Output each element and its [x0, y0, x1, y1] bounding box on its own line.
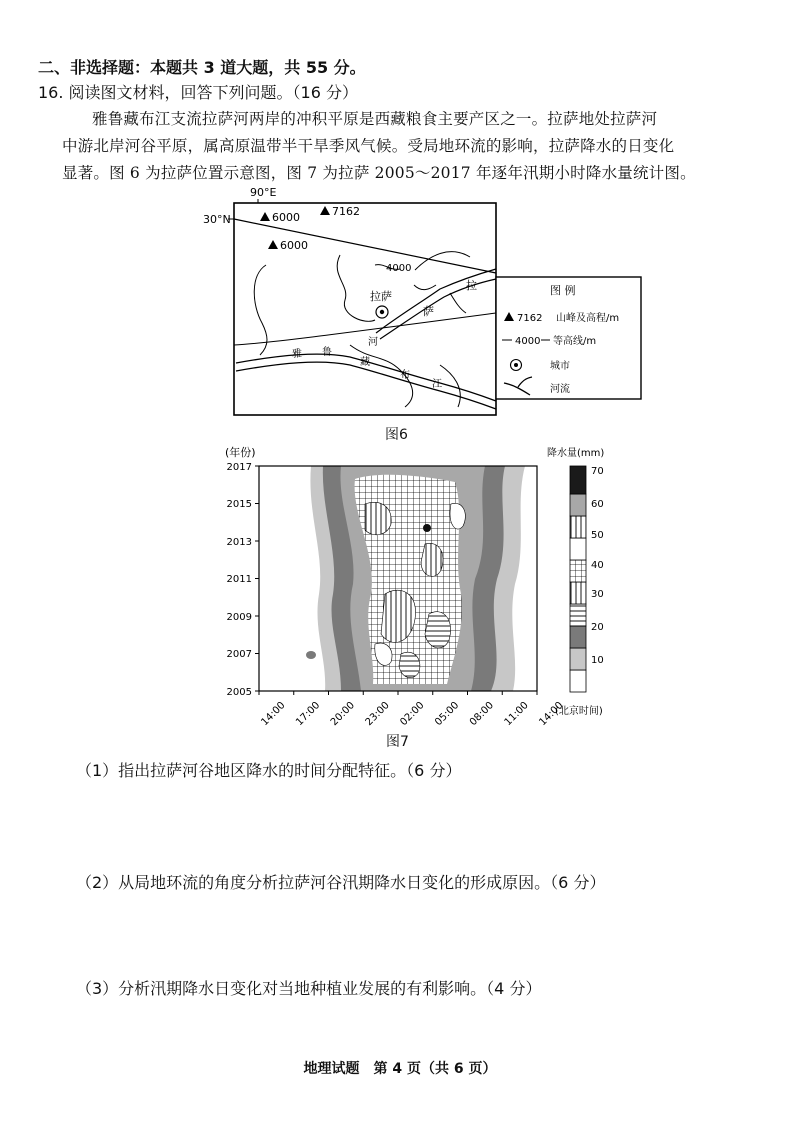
colorbar-tick: 30 [591, 589, 604, 600]
river-char-sa: 萨 [423, 305, 434, 318]
question-3: （3）分析汛期降水日变化对当地种植业发展的有利影响。（4 分） [76, 979, 542, 998]
x-tick-label: 08:00 [467, 699, 497, 729]
legend-peak-example: 7162 [517, 313, 543, 324]
colorbar-tick: 10 [591, 655, 604, 666]
precip-chart [215, 444, 625, 729]
y-tick-label: 2009 [226, 612, 252, 623]
main-river-char-4: 布 [400, 370, 410, 381]
question-2: （2）从局地环流的角度分析拉萨河谷汛期降水日变化的形成原因。（6 分） [76, 873, 606, 892]
x-axis [259, 691, 566, 728]
peak-label-3: 6000 [280, 239, 308, 252]
x-tick-label: 14:00 [259, 699, 288, 729]
x-tick-label: 14:00 [537, 699, 566, 729]
x-unit-note: (北京时间) [555, 706, 603, 717]
paragraph-line-1: 雅鲁藏布江支流拉萨河两岸的冲积平原是西藏粮食主要产区之一。拉萨地处拉萨河 [92, 110, 658, 128]
y-axis [227, 462, 259, 698]
y-tick-label: 2007 [226, 649, 252, 660]
y-tick-label: 2015 [226, 499, 252, 510]
x-tick-label: 11:00 [502, 699, 531, 729]
legend-city-label: 城市 [550, 361, 570, 372]
city-label: 拉萨 [370, 290, 392, 303]
location-map [200, 185, 650, 425]
colorbar-swatch [570, 560, 586, 582]
colorbar-swatch [570, 648, 586, 670]
peak-label-1: 6000 [272, 211, 300, 224]
section-title: 二、非选择题：本题共 3 道大题，共 55 分。 [38, 58, 366, 77]
colorbar-swatch [570, 670, 586, 692]
y-tick-label: 2017 [226, 462, 252, 473]
y-tick-label: 2005 [226, 687, 252, 698]
contour-label: 4000 [386, 263, 412, 274]
colorbar-tick: 70 [591, 466, 604, 477]
colorbar-swatch [570, 604, 586, 626]
question-title: 16. 阅读图文材料，回答下列问题。（16 分） [38, 83, 358, 102]
x-tick-label: 20:00 [328, 699, 358, 729]
page-footer: 地理试题 第 4 页（共 6 页） [303, 1061, 497, 1077]
y-tick-label: 2011 [226, 574, 252, 585]
map-caption: 图6 [385, 427, 408, 443]
main-river-char-2: 鲁 [322, 347, 332, 358]
colorbar-swatch [570, 466, 586, 494]
peak-label-2: 7162 [332, 205, 360, 218]
x-tick-label: 05:00 [433, 699, 462, 729]
colorbar-swatch [570, 494, 586, 516]
colorbar [570, 466, 604, 692]
lat-label: 30°N [203, 213, 231, 226]
branch-river-char: 河 [368, 337, 378, 348]
lon-label: 90°E [250, 186, 277, 199]
colorbar-tick: 20 [591, 622, 604, 633]
chart-ylabel: (年份) [225, 446, 256, 459]
x-tick-label: 23:00 [363, 699, 392, 729]
x-tick-label: 02:00 [398, 699, 427, 729]
colorbar-swatch [570, 538, 586, 560]
chart-caption: 图7 [386, 734, 409, 750]
main-river-char-3: 藏 [360, 357, 370, 368]
legend-contour-example: 4000 [515, 336, 541, 347]
colorbar-swatch [570, 516, 586, 538]
paragraph-line-3: 显著。图 6 为拉萨位置示意图，图 7 为拉萨 2005～2017 年逐年汛期小时降水量统计图。 [62, 164, 696, 182]
legend-river-label: 河流 [550, 384, 570, 395]
river-char-la: 拉 [466, 279, 477, 292]
colorbar-tick: 50 [591, 530, 604, 541]
x-tick-label: 17:00 [294, 699, 323, 729]
legend-contour-label: 等高线/m [553, 336, 597, 347]
colorbar-swatch [570, 582, 586, 604]
colorbar-tick: 60 [591, 499, 604, 510]
main-river-char-1: 雅 [292, 349, 302, 360]
legend-title: 图 例 [550, 284, 576, 297]
main-river-char-5: 江 [432, 379, 442, 390]
y-tick-label: 2013 [226, 537, 252, 548]
colorbar-tick: 40 [591, 560, 604, 571]
question-1: （1）指出拉萨河谷地区降水的时间分配特征。（6 分） [76, 761, 462, 780]
colorbar-swatch [570, 626, 586, 648]
colorbar-title: 降水量(mm) [547, 448, 605, 459]
heatmap-field [306, 466, 525, 691]
paragraph-line-2: 中游北岸河谷平原，属高原温带半干旱季风气候。受局地环流的影响，拉萨降水的日变化 [62, 137, 675, 155]
legend-peak-label: 山峰及高程/m [556, 313, 620, 324]
